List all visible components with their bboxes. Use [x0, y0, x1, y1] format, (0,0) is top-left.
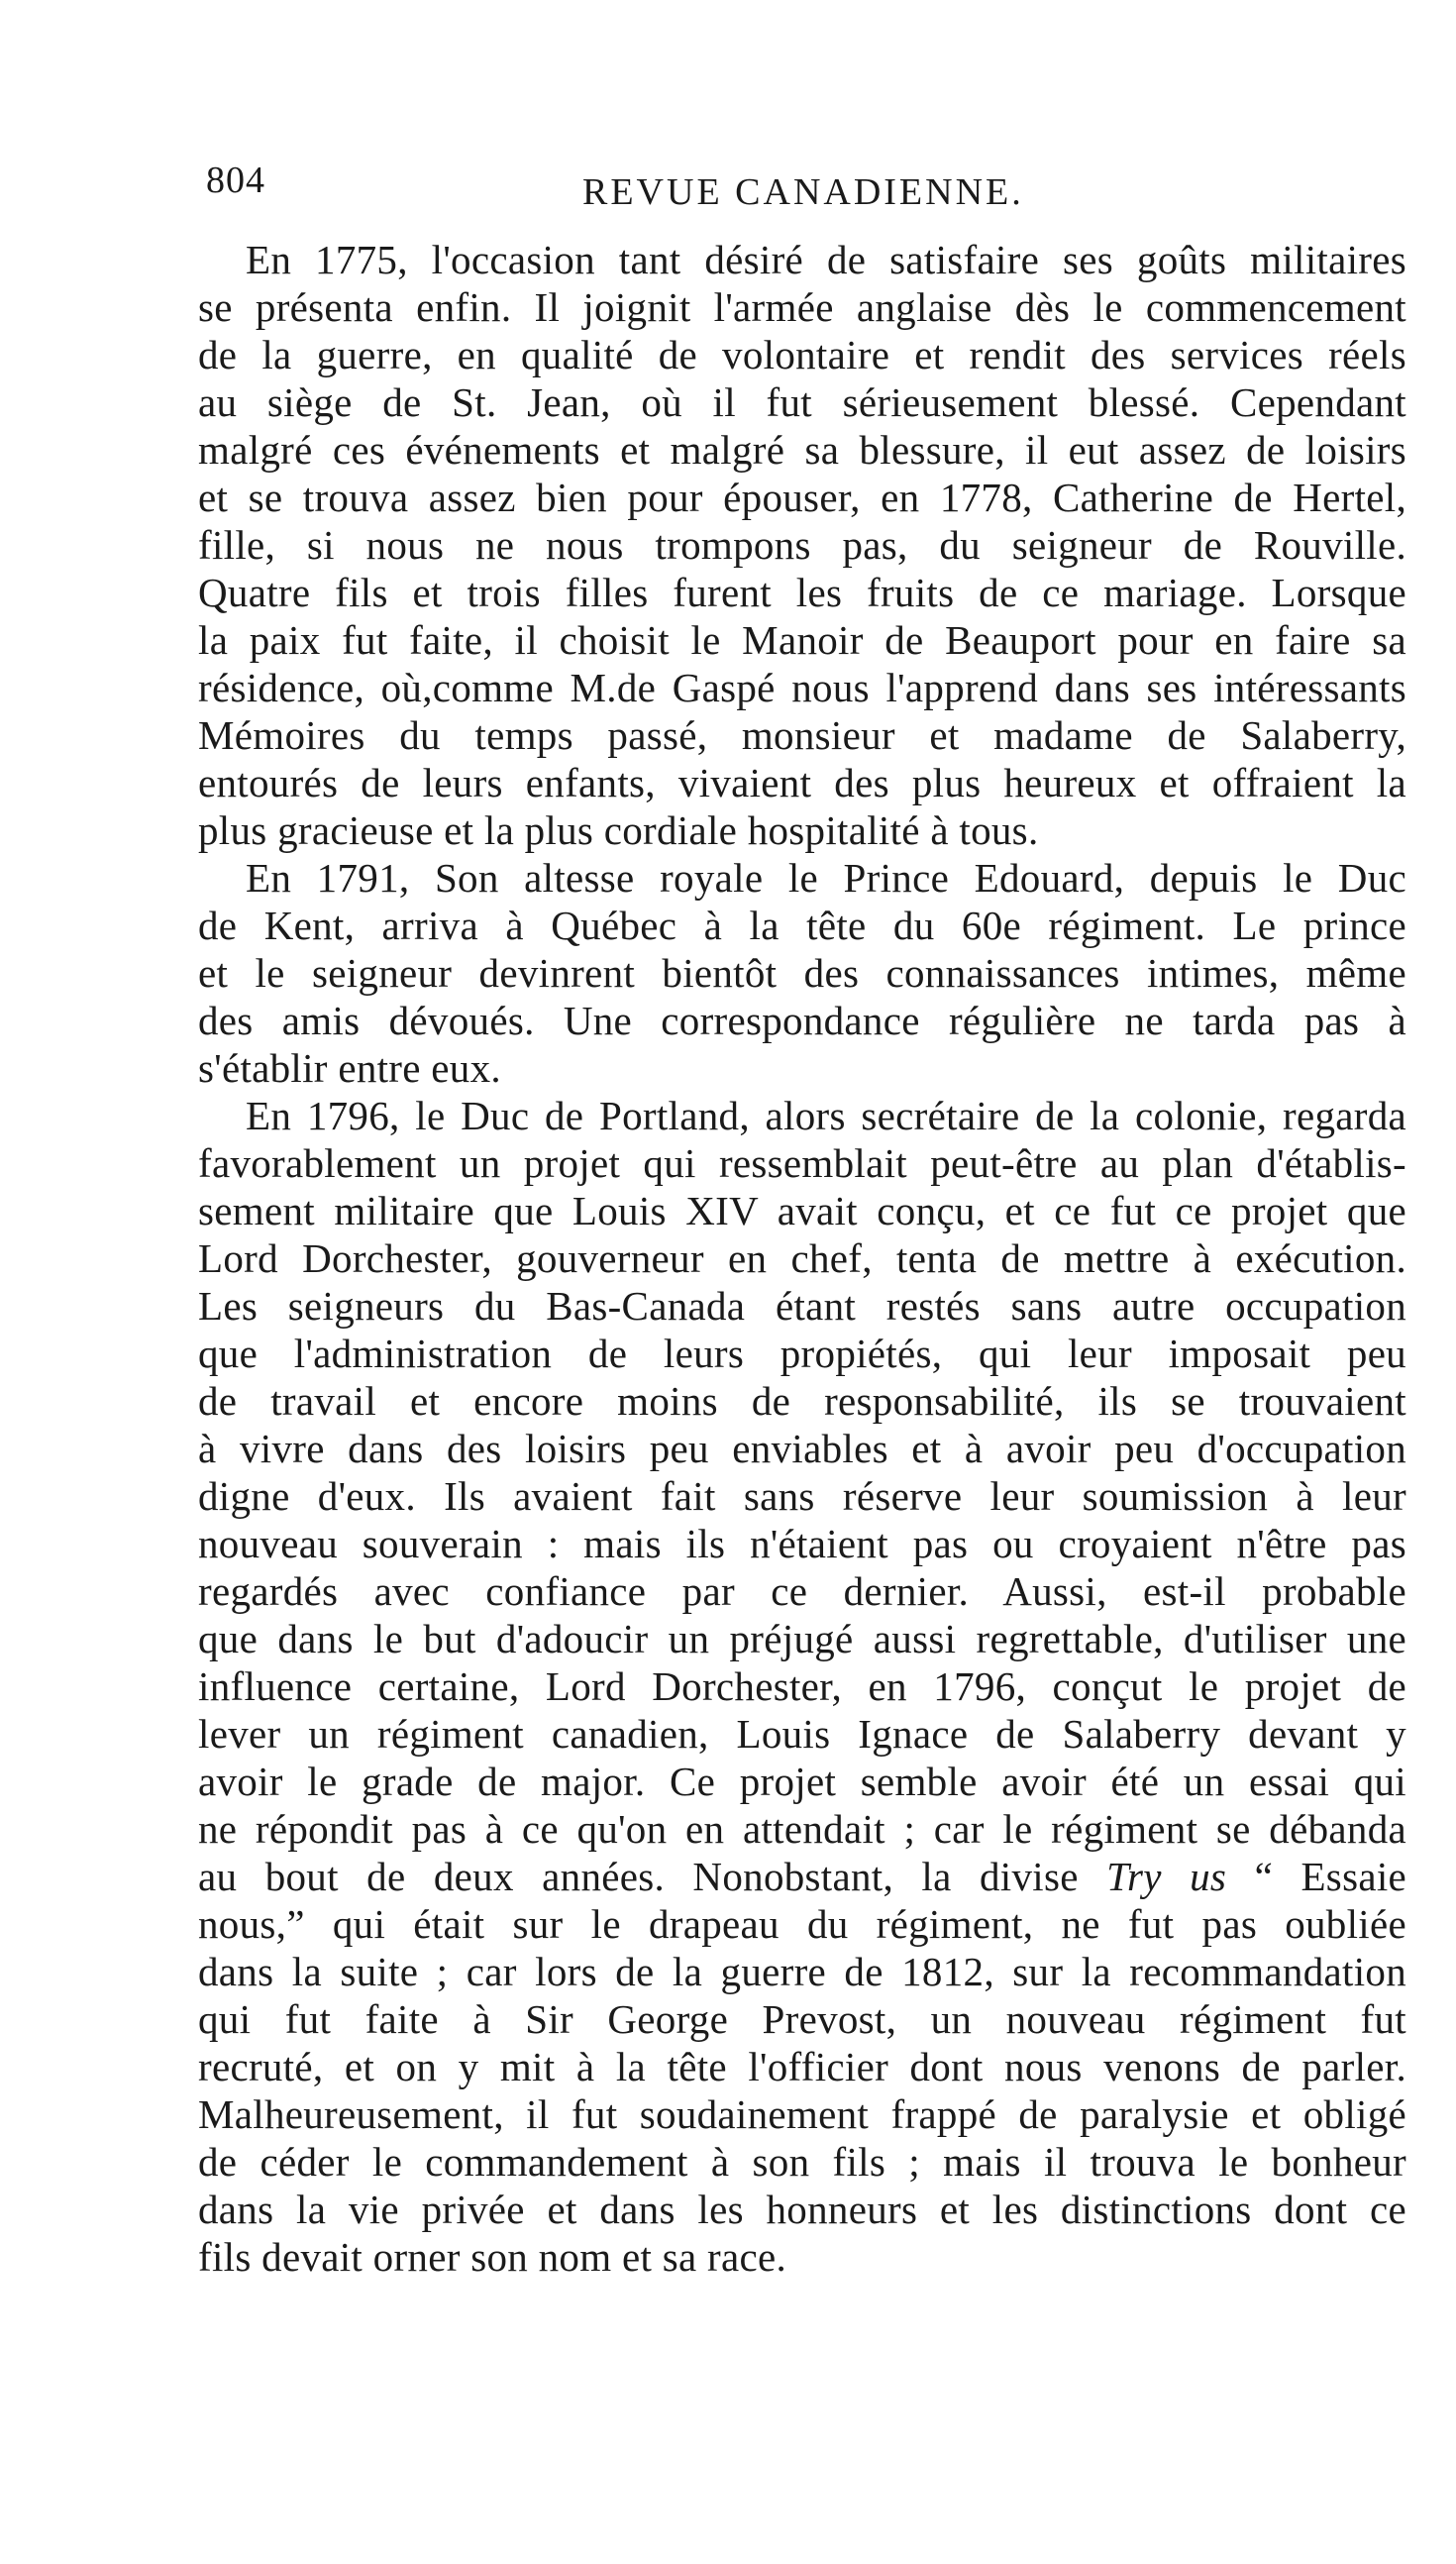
text-line: avoir le grade de major. Ce projet semble avoir été un essai qui	[198, 1759, 1406, 1804]
text-line: de céder le commandement à son fils ; mais il trouva le bonheur	[198, 2139, 1406, 2185]
text-line: que l'administration de leurs propiétés, qui leur imposait peu	[198, 1331, 1406, 1376]
text-line: En 1775, l'occasion tant désiré de satisfaire ses goûts militaires	[246, 237, 1406, 282]
text-line: à vivre dans des loisirs peu enviables et à avoir peu d'occupation	[198, 1426, 1406, 1471]
text-line: ne répondit pas à ce qu'on en attendait ; car le régiment se débanda	[198, 1806, 1406, 1852]
text-line: malgré ces événements et malgré sa blessure, il eut assez de loisirs	[198, 427, 1406, 473]
article-body	[198, 236, 1406, 2281]
text-line: que dans le but d'adoucir un préjugé aussi regrettable, d'utiliser une	[198, 1616, 1406, 1661]
text-line: favorablement un projet qui ressemblait peut-être au plan d'établis-	[198, 1140, 1406, 1186]
text-line: et se trouva assez bien pour épouser, en 1778, Catherine de Hertel,	[198, 475, 1406, 520]
text-line: s'établir entre eux.	[198, 1045, 501, 1091]
motto-italic: Try us	[1106, 1854, 1227, 1899]
text-line: fils devait orner son nom et sa race.	[198, 2234, 787, 2280]
text-line: En 1796, le Duc de Portland, alors secrétaire de la colonie, regarda	[246, 1093, 1406, 1138]
text-line: nouveau souverain : mais ils n'étaient pas ou croyaient n'être pas	[198, 1521, 1406, 1566]
text-line: sement militaire que Louis XIV avait conçu, et ce fut ce projet que	[198, 1188, 1406, 1233]
paragraph	[198, 1092, 1406, 2281]
text-line: entourés de leurs enfants, vivaient des plus heureux et offraient la	[198, 760, 1406, 805]
text-line: de Kent, arriva à Québec à la tête du 60e régiment. Le prince	[198, 903, 1406, 948]
text-line: Les seigneurs du Bas-Canada étant restés sans autre occupation	[198, 1283, 1406, 1329]
text-line: En 1791, Son altesse royale le Prince Edouard, depuis le Duc	[246, 855, 1406, 901]
paragraph	[198, 236, 1406, 854]
page-number: 804	[206, 160, 265, 201]
text-line: dans la suite ; car lors de la guerre de 1812, sur la recommandation	[198, 1949, 1406, 1994]
text-line: de la guerre, en qualité de volontaire et rendit des services réels	[198, 332, 1406, 377]
journal-title: REVUE CANADIENNE.	[582, 171, 1024, 213]
running-head	[198, 159, 1406, 218]
text-line: regardés avec confiance par ce dernier. Aussi, est-il probable	[198, 1568, 1406, 1614]
text-line: fille, si nous ne nous trompons pas, du seigneur de Rouville.	[198, 522, 1406, 568]
text-line: se présenta enfin. Il joignit l'armée anglaise dès le commencement	[198, 284, 1406, 330]
text-line: de travail et encore moins de responsabilité, ils se trouvaient	[198, 1378, 1406, 1424]
text-line: nous,” qui était sur le drapeau du régiment, ne fut pas oubliée	[198, 1901, 1406, 1947]
text-line: Malheureusement, il fut soudainement frappé de paralysie et obligé	[198, 2091, 1406, 2137]
text-line: lever un régiment canadien, Louis Ignace de Salaberry devant y	[198, 1711, 1406, 1757]
text-line: recruté, et on y mit à la tête l'officier dont nous venons de parler.	[198, 2044, 1406, 2089]
text-line: plus gracieuse et la plus cordiale hospitalité à tous.	[198, 807, 1039, 853]
text-line: au bout de deux années. Nonobstant, la divise Try us “ Essaie	[198, 1854, 1407, 1899]
text-line: résidence, où,comme M.de Gaspé nous l'apprend dans ses intéressants	[198, 665, 1406, 710]
text-line: digne d'eux. Ils avaient fait sans réserve leur soumission à leur	[198, 1473, 1406, 1519]
text-line: dans la vie privée et dans les honneurs et les distinctions dont ce	[198, 2187, 1406, 2232]
text-line: influence certaine, Lord Dorchester, en 1796, conçut le projet de	[198, 1663, 1406, 1709]
text-line: Mémoires du temps passé, monsieur et madame de Salaberry,	[198, 712, 1406, 758]
text-line: Quatre fils et trois filles furent les fruits de ce mariage. Lorsque	[198, 570, 1406, 615]
text-line: au siège de St. Jean, où il fut sérieusement blessé. Cependant	[198, 379, 1406, 425]
text-line: la paix fut faite, il choisit le Manoir de Beauport pour en faire sa	[198, 617, 1406, 663]
text-line: Lord Dorchester, gouverneur en chef, tenta de mettre à exécution.	[198, 1235, 1406, 1281]
paragraph	[198, 854, 1406, 1092]
text-line: et le seigneur devinrent bientôt des connaissances intimes, même	[198, 950, 1406, 996]
text-line: qui fut faite à Sir George Prevost, un nouveau régiment fut	[198, 1996, 1406, 2042]
text-line: des amis dévoués. Une correspondance régulière ne tarda pas à	[198, 998, 1406, 1043]
